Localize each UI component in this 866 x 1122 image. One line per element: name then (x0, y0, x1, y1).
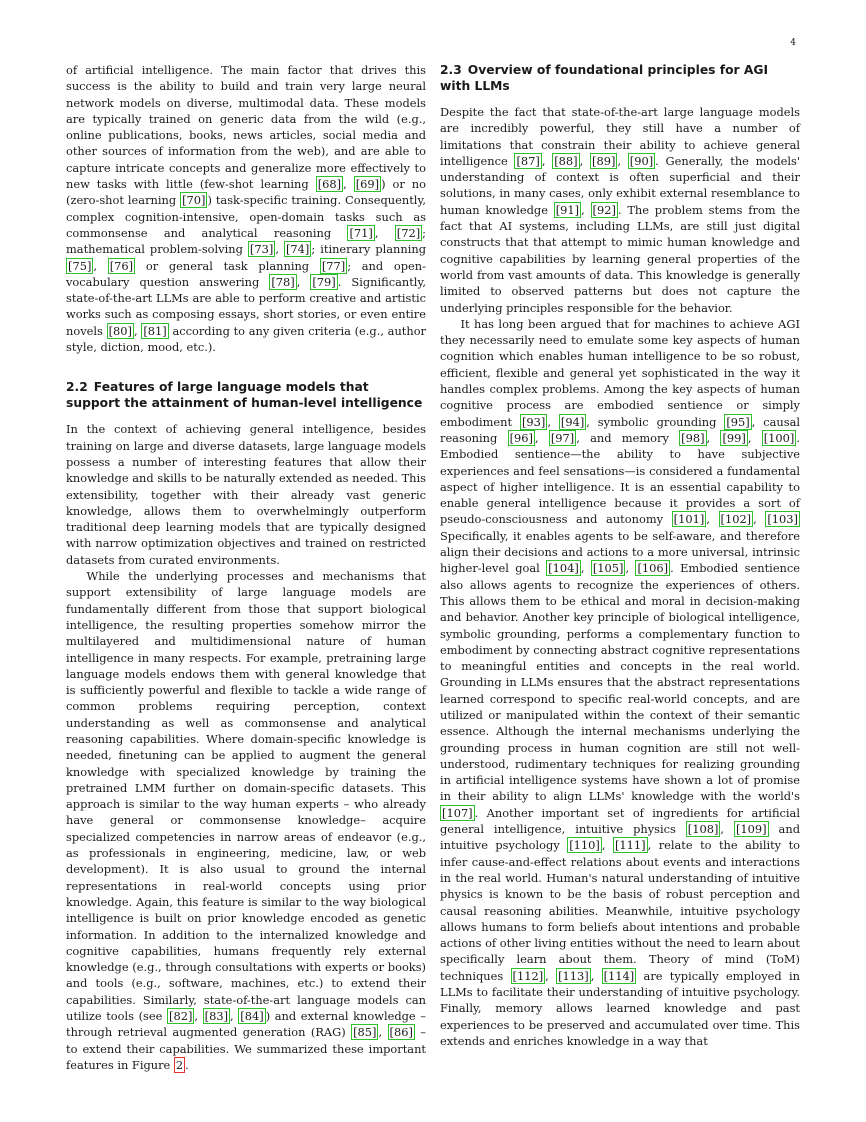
citation-link[interactable]: [87] (516, 153, 540, 168)
citation-link[interactable]: [84] (240, 1009, 264, 1024)
citation-link[interactable]: [78] (271, 274, 295, 289)
citation-link[interactable]: [94] (560, 414, 585, 429)
citation-link[interactable]: [85] (353, 1025, 377, 1040)
citation-link[interactable]: [100] (763, 430, 795, 445)
citation-link[interactable]: [92] (592, 202, 616, 217)
citation-link[interactable]: [79] (312, 274, 336, 289)
citation-link[interactable]: [88] (554, 153, 578, 168)
citation-link[interactable]: [80] (108, 323, 132, 338)
citation-link[interactable]: [93] (521, 414, 546, 429)
citation-link[interactable]: [108] (687, 822, 719, 837)
citation-link[interactable]: [68] (317, 177, 342, 192)
citation-link[interactable]: [96] (509, 430, 533, 445)
citation-link[interactable]: [99] (722, 430, 746, 445)
paragraph-llm-features: In the context of achieving general intelligence, besides training on large and diverse datasets, large language models possess a number of interesting features that allow their knowledge and skills to be naturally extended as needed. This extensibility, together with their already vast generic knowledge, allows them to overwhelmingly outperform traditional deep learning models that are typically designed with narrow optimization objectives and trained on restricted datasets from curated environments. (66, 422, 426, 567)
citation-link[interactable]: [110] (569, 838, 600, 853)
citation-link[interactable]: [109] (735, 822, 767, 837)
paragraph-llm-limitations: Despite the fact that state-of-the-art large language models are incredibly powerful, they still have a number of limitations that constrain their ability to achieve general intelligence [87] , [88] , [89] , [90] . Generally, the models' understanding of context is often superficial and their solutions, in many cases, only exhibit external resemblance to human knowledge [91] , [92] . The problem stems from the fact that AI systems, including LLMs, are still just digital constructs that that attempt to mimic human knowledge and cognitive capabilities by learning general properties of the world from vast amounts of data. This knowledge is generally limited to observed patterns but does not capture the underlying principles responsible for the behavior. (440, 105, 800, 315)
citation-link[interactable]: [95] (726, 414, 750, 429)
citation-link[interactable]: [82] (169, 1009, 193, 1024)
citation-link[interactable]: [74] (285, 242, 310, 257)
citation-link[interactable]: [98] (681, 430, 705, 445)
section-heading-2-3: 2.3 Overview of foundational principles for AGI with LLMs (440, 63, 769, 93)
citation-link[interactable]: [111] (614, 838, 646, 853)
page-number: 4 (790, 38, 796, 48)
citation-link[interactable]: [83] (204, 1009, 229, 1024)
section-heading-2-2: 2.2 Features of large language models that support the attainment of human-level intelligence (66, 380, 423, 411)
citation-link[interactable]: [89] (592, 153, 616, 168)
paragraph-extensibility: While the underlying processes and mechanisms that support extensibility of large language models are fundamentally different from those that support biological intelligence, the resulting properties somehow mirror the multilayered and multidimensional nature of human intelligence in many respects. For example, pretraining large language models endows them with general knowledge that is sufficiently powerful and flexible to tackle a wide range of common problems requiring perception, context understanding as well as commonsense and analytical reasoning capabilities. Where domain-specific knowledge is needed, finetuning can be applied to augment the general knowledge with specialized knowledge by training the pretrained LMM further on domain-specific datasets. This approach is similar to the way human experts – who already have general or commonsense knowledge– acquire specialized competencies in narrow areas of endeavor (e.g., as professionals in engineering, medicine, law, or web development). It is also usual to ground the internal representations in real-world concepts using prior knowledge. Again, this feature is similar to the way biological intelligence is built on prior knowledge encoded as genetic information. In addition to the internalized knowledge and cognitive capabilities, humans frequently rely external knowledge (e.g., through consultations with experts or books) and tools (e.g., software, machines, etc.) to extend their capabilities. Similarly, state-of-the-art language models can utilize tools (see [82] , [83] , [84] ) and external knowledge –through retrieval augmented generation (RAG) [85] , [86] – to extend their capabilities. We summarized these important features in Figure 2 . (66, 569, 426, 1072)
figure-link[interactable]: 2 (175, 1057, 184, 1072)
citation-link[interactable]: [107] (442, 805, 473, 820)
citation-link[interactable]: [72] (396, 225, 421, 240)
citation-link[interactable]: [71] (349, 225, 373, 240)
citation-link[interactable]: [102] (720, 512, 752, 527)
citation-link[interactable]: [113] (558, 968, 589, 983)
citation-link[interactable]: [97] (550, 430, 575, 445)
citation-link[interactable]: [106] (637, 561, 669, 576)
citation-link[interactable]: [101] (673, 512, 705, 527)
citation-link[interactable]: [70] (182, 193, 206, 208)
citation-link[interactable]: [104] (548, 561, 579, 576)
citation-link[interactable]: [91] (555, 202, 580, 217)
citation-link[interactable]: [81] (143, 323, 167, 338)
citation-link[interactable]: [114] (603, 968, 635, 983)
citation-link[interactable]: [86] (389, 1025, 413, 1040)
citation-link[interactable]: [112] (512, 968, 544, 983)
right-column (440, 62, 800, 1049)
citation-link[interactable]: [105] (592, 561, 624, 576)
citation-link[interactable]: [69] (355, 177, 380, 192)
citation-link[interactable]: [90] (629, 153, 654, 168)
paragraph-ai-success: of artificial intelligence. The main factor that drives this success is the ability to build and train very large neural network models on diverse, multimodal data. These models are typically trained on generic data from the wild (e.g., online publications, books, news articles, social media and other sources of information from the web), and are able to capture intricate concepts and generalize more effectively to new tasks with little (few-shot learning [68] , [69] ) or no (zero-shot learning [70] ) task-specific training. Consequently, complex cognition-intensive, open-domain tasks such as commonsense and analytical reasoning [71] , [72] ; mathematical problem-solving [73] , [74] ; itinerary planning [75] , [76] or general task planning [77] ; and open-vocabulary question answering [78] , [79] . Significantly, state-of-the-art LLMs are able to perform creative and artistic works such as composing essays, short stories, or even entire novels [80] , [81] according to any given criteria (e.g., author style, diction, mood, etc.). (66, 63, 427, 355)
citation-link[interactable]: [77] (321, 258, 346, 273)
citation-link[interactable]: [76] (109, 258, 134, 273)
paragraph-cognition-aspects: It has long been argued that for machines to achieve AGI they necessarily need to emulate some key aspects of human cognition which enables human intelligence to be so robust, efficient, flexible and general yet sophisticated in the way it handles complex problems. Among the key aspects of human cognitive process are embodied sentience or simply embodiment [93] , [94] , symbolic grounding [95] , causal reasoning [96] , [97] , and memory [98] , [99] , [100] . Embodied sentience—the ability to have subjective experiences and feel sensations—is considered a fundamental aspect of higher intelligence. It is an essential capability to enable general intelligence because it provides a sort of pseudo-consciousness and autonomy [101] , [102] , [103] Specifically, it enables agents to be self-aware, and therefore align their decisions and actions to a more universal, intrinsic higher-level goal [104] , [105] , [106] . Embodied sentience also allows agents to recognize the experiences of others. This allows them to be ethical and moral in decision-making and behavior. Another key principle of biological intelligence, symbolic grounding, performs a complementary function to embodiment by connecting abstract cognitive representations to meaningful entities and concepts in the real world. Grounding in LLMs ensures that the abstract representations learned correspond to specific real-world concepts, and are utilized or manipulated within the context of their semantic essence. Although the internal mechanisms underlying the grounding process in human cognition are still not well-understood, rudimentary techniques for realizing grounding in artificial intelligence systems have shown a lot of promise in their ability to align LLMs' knowledge with the world's [107] . Another important set of ingredients for artificial general intelligence, intuitive physics [108] , [109] and intuitive psychology [110] , [111] , relate to the ability to infer cause-and-effect relations about events and interactions in the real world. Human's natural understanding of intuitive physics is known to be the basis of robust perception and causal reasoning abilities. Meanwhile, intuitive psychology allows humans to form beliefs about intentions and probable actions of other living entities without the need to learn about specifically learn about them. Theory of mind (ToM) techniques [112] , [113] , [114] are typically employed in LLMs to facilitate their understanding of intuitive psychology. Finally, memory allows learned knowledge and past experiences to be preserved and accumulated over time. This extends and enriches knowledge in a way that (440, 316, 801, 1048)
left-column (66, 62, 426, 1073)
citation-link[interactable]: [75] (68, 258, 92, 273)
citation-link[interactable]: [73] (249, 242, 274, 257)
citation-link[interactable]: [103] (767, 512, 798, 527)
